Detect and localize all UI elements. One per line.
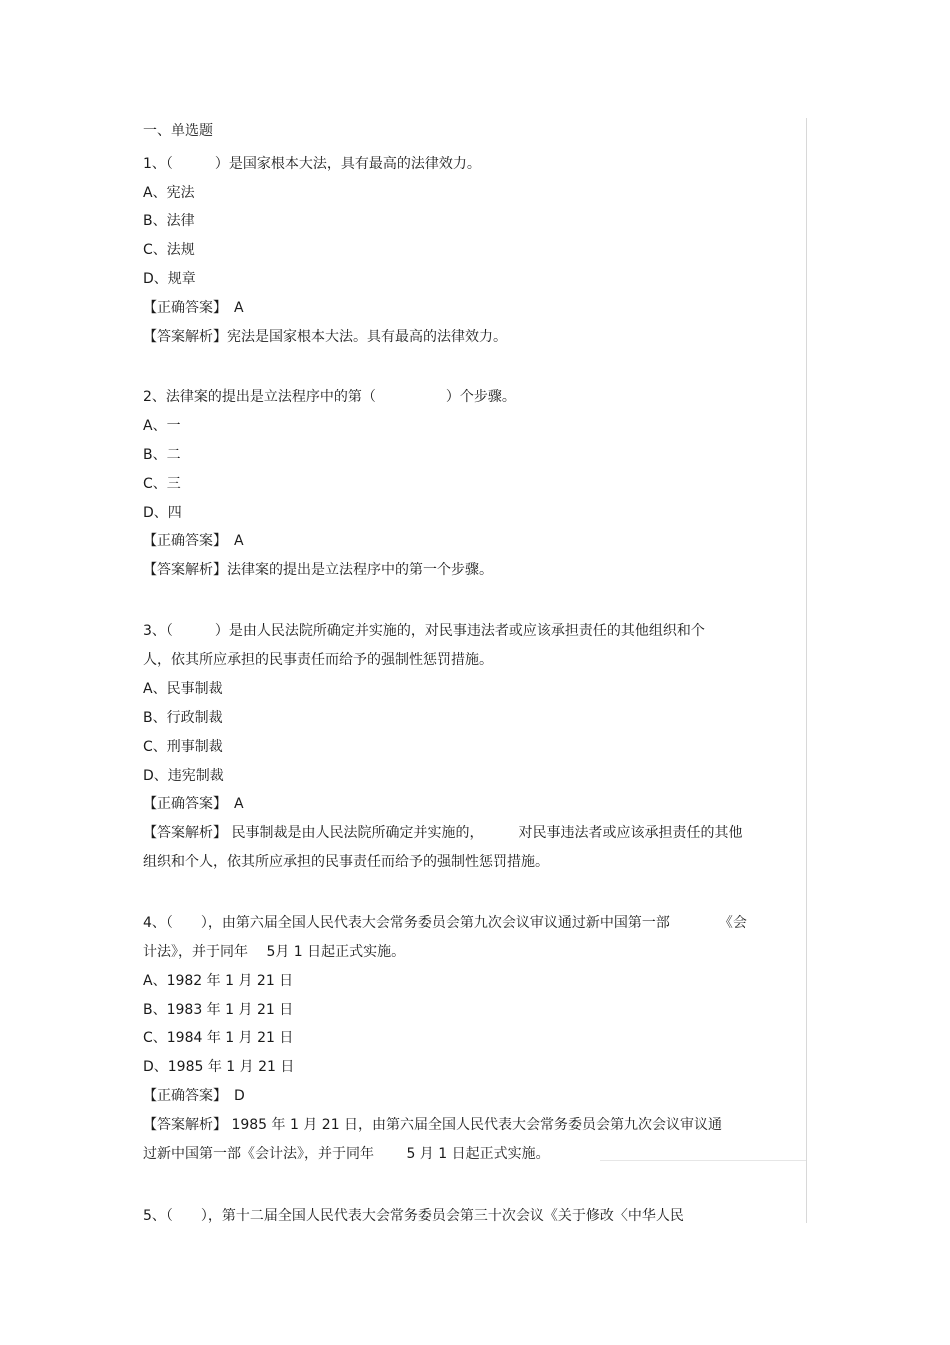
question-2-answer: 【正确答案】 A <box>143 533 244 549</box>
question-3-stem-line-1: 3、（ ）是由人民法院所确定并实施的，对民事违法者或应该承担责任的其他组织和个 <box>143 623 705 639</box>
question-1-option-b: B、法律 <box>143 213 195 229</box>
question-4-option-a: A、1982 年 1 月 21 日 <box>143 973 294 989</box>
question-2-option-a: A、一 <box>143 418 181 434</box>
question-3-analysis-line-2: 组织和个人，依其所应承担的民事责任而给予的强制性惩罚措施。 <box>143 854 549 870</box>
question-1-option-d: D、规章 <box>143 271 196 287</box>
question-2-option-b: B、二 <box>143 447 181 463</box>
page-break-line <box>600 1160 806 1161</box>
section-heading: 一、单选题 <box>143 123 213 139</box>
page-edge-line <box>806 118 807 1223</box>
question-4-analysis-line-2: 过新中国第一部《会计法》，并于同年 5 月 1 日起正式实施。 <box>143 1146 550 1162</box>
question-3-option-a: A、民事制裁 <box>143 681 223 697</box>
question-4-answer: 【正确答案】 D <box>143 1088 245 1104</box>
question-3-stem-line-2: 人，依其所应承担的民事责任而给予的强制性惩罚措施。 <box>143 652 493 668</box>
question-3-option-b: B、行政制裁 <box>143 710 223 726</box>
question-2-analysis: 【答案解析】法律案的提出是立法程序中的第一个步骤。 <box>143 562 493 578</box>
question-1-answer: 【正确答案】 A <box>143 300 244 316</box>
question-1-option-a: A、宪法 <box>143 185 195 201</box>
question-5-stem: 5、（ ），第十二届全国人民代表大会常务委员会第三十次会议《关于修改〈中华人民 <box>143 1208 684 1224</box>
question-1-stem: 1、（ ）是国家根本大法，具有最高的法律效力。 <box>143 156 481 172</box>
question-4-option-c: C、1984 年 1 月 21 日 <box>143 1030 294 1046</box>
question-4-stem-line-2: 计法》，并于同年 5月 1 日起正式实施。 <box>143 944 406 960</box>
question-3-answer: 【正确答案】 A <box>143 796 244 812</box>
question-2-option-c: C、三 <box>143 476 181 492</box>
question-3-option-d: D、违宪制裁 <box>143 768 224 784</box>
question-2-stem: 2、法律案的提出是立法程序中的第（ ）个步骤。 <box>143 389 516 405</box>
question-1-analysis: 【答案解析】宪法是国家根本大法。具有最高的法律效力。 <box>143 329 507 345</box>
question-1-option-c: C、法规 <box>143 242 195 258</box>
question-3-option-c: C、刑事制裁 <box>143 739 223 755</box>
question-3-analysis-line-1: 【答案解析】 民事制裁是由人民法院所确定并实施的， 对民事违法者或应该承担责任的其他 <box>143 825 743 841</box>
question-2-option-d: D、四 <box>143 505 182 521</box>
question-4-option-b: B、1983 年 1 月 21 日 <box>143 1002 294 1018</box>
question-4-analysis-line-1: 【答案解析】 1985 年 1 月 21 日，由第六届全国人民代表大会常务委员会第九次会议审议通 <box>143 1117 723 1133</box>
question-4-option-d: D、1985 年 1 月 21 日 <box>143 1059 295 1075</box>
question-4-stem-line-1: 4、（ ），由第六届全国人民代表大会常务委员会第九次会议审议通过新中国第一部 《会 <box>143 915 747 931</box>
